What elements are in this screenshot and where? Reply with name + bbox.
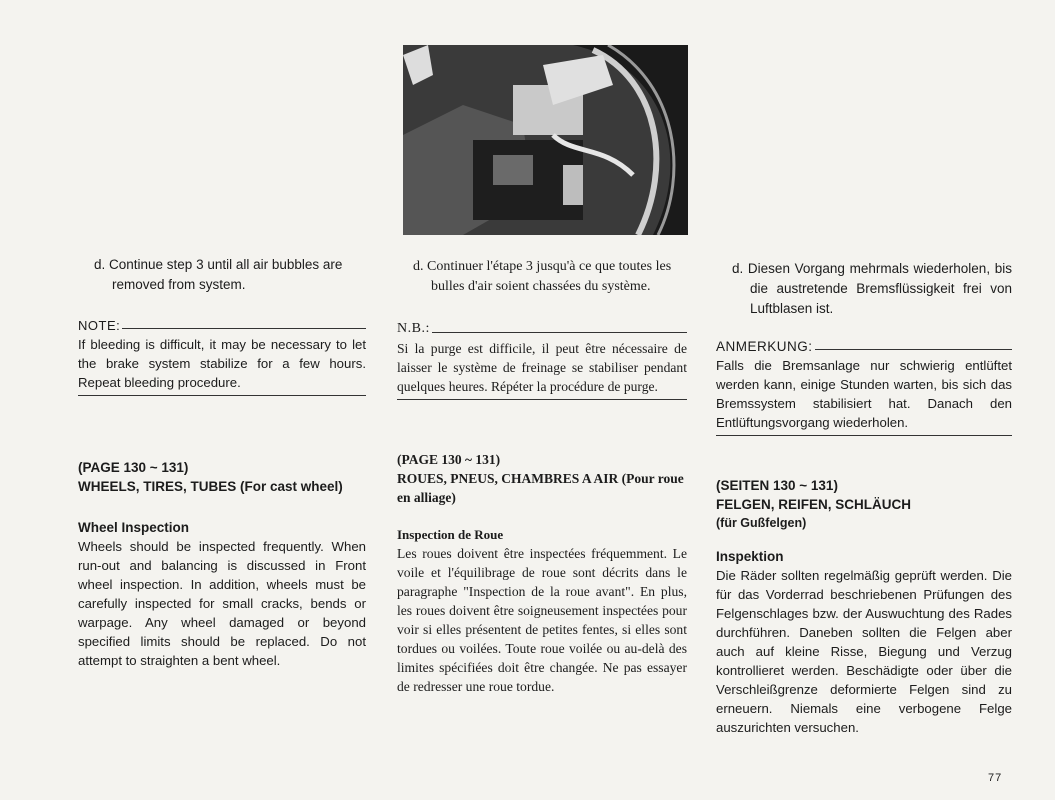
de-note-text: Falls die Bremsanlage nur schwierig entlüftet werden kann, einige Stunden warten, bis sich das Bremssystem stabilisiert hat. Danach den Entlüftungsvorgang wiederholen. — [716, 356, 1012, 436]
de-note-label: ANMERKUNG: — [716, 339, 813, 354]
brake-caliper-photo — [403, 45, 688, 235]
de-section-title: FELGEN, REIFEN, SCHLÄUCH — [716, 497, 912, 512]
page-number: 77 — [988, 772, 1003, 784]
en-body: Wheels should be inspected frequently. When run-out and balancing is discussed in Front wheel inspection. In addition, wheels must be carefully inspected for small cracks, bends or warpage. Any wheel damaged or beyond specified limits should be replaced. Do not attempt to straighten a bent wheel. — [78, 539, 366, 668]
fr-page-ref: (PAGE 130 ~ 131) — [397, 452, 501, 467]
de-page-ref: (SEITEN 130 ~ 131) — [716, 478, 838, 493]
fr-note-label: N.B.: — [397, 321, 430, 336]
fr-sub-title: Inspection de Roue — [397, 527, 504, 542]
de-step-d: d. Diesen Vorgang mehrmals wiederholen, bis die austretende Bremsflüssigkeit frei von Luftblasen ist. — [732, 261, 1012, 316]
en-note-rule — [122, 328, 366, 329]
en-note-heading — [78, 318, 366, 333]
en-section-title: WHEELS, TIRES, TUBES (For cast wheel) — [78, 479, 343, 494]
de-section-title-2: (für Gußfelgen) — [716, 516, 807, 530]
de-note-heading — [716, 339, 1012, 354]
de-note-rule — [815, 349, 1012, 350]
fr-note-heading — [397, 321, 687, 337]
french-column — [397, 257, 687, 696]
fr-note-text: Si la purge est difficile, il peut être nécessaire de laisser le système de freinage se stabiliser pendant quelques heures. Répéter la procédure de purge. — [397, 339, 687, 400]
en-page-ref: (PAGE 130 ~ 131) — [78, 460, 189, 475]
fr-note-rule — [432, 332, 687, 333]
english-column — [78, 255, 366, 670]
en-note-label: NOTE: — [78, 318, 121, 333]
de-sub-title: Inspektion — [716, 549, 784, 564]
en-step-d: d. Continue step 3 until all air bubbles are removed from system. — [94, 257, 343, 292]
fr-body: Les roues doivent être inspectées fréquemment. Le voile et l'équilibrage de roue sont décrits dans le paragraphe "Inspection de la roue avant". En plus, les roues doivent être soigneusement inspectées pour voir si elles présentent de petites fentes, si elles sont tordues ou voilées. Toute roue voilée ou au-delà des limites spécifiées doit être changée. Ne pas essayer de redresser une roue tordue. — [397, 546, 687, 694]
german-column — [716, 259, 1012, 737]
fr-step-d: d. Continuer l'étape 3 jusqu'à ce que toutes les bulles d'air soient chassées du système. — [413, 259, 672, 294]
en-note-text: If bleeding is difficult, it may be necessary to let the brake system stabilize for a few hours. Repeat bleeding procedure. — [78, 335, 366, 396]
fr-section-title: ROUES, PNEUS, CHAMBRES A AIR (Pour roue en alliage) — [397, 471, 684, 505]
en-sub-title: Wheel Inspection — [78, 520, 190, 535]
de-body: Die Räder sollten regelmäßig geprüft werden. Die für das Vorderrad beschriebenen Prüfungen des Felgenschlages bzw. der Auswuchtung des Rades durchführen. Daneben sollten die Felgen aber auch auf kleine Risse, Biegung und Verzug kontrollieret werden. Beschädigte oder über die Verschleißgrenze deformierte Felgen sind zu erneuern. Niemals eine verbogene Felge auszurichten versuchen. — [716, 568, 1012, 735]
